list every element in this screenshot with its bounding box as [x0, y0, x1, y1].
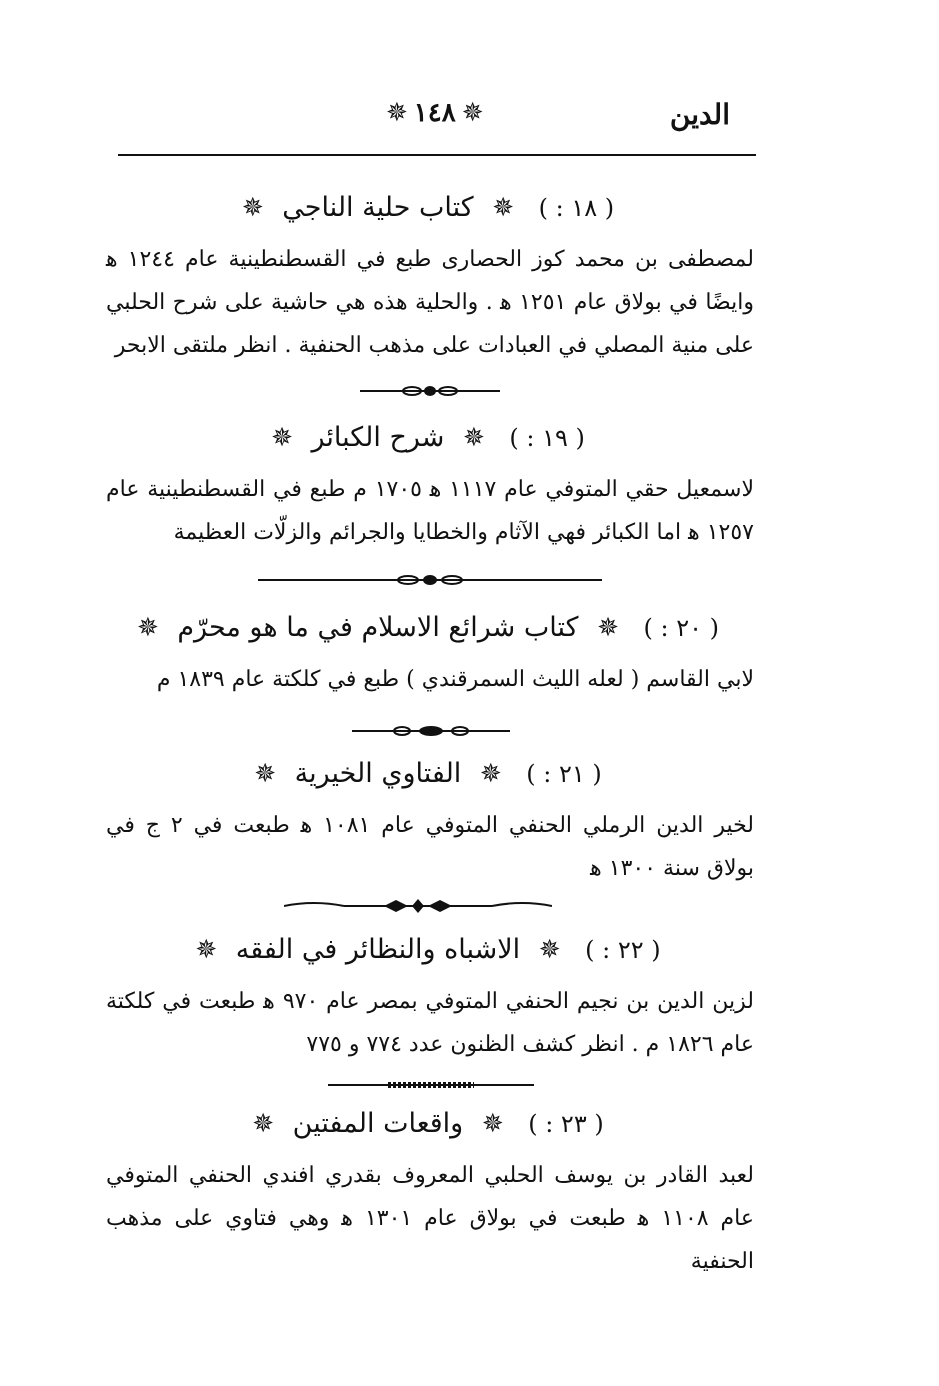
star-ornament-icon: ✵	[479, 759, 502, 789]
entry-text: لاسمعيل حقي المتوفي عام ١١١٧ ﻫ ١٧٠٥ م طبع في القسطنطينية عام ١٢٥٧ ﻫ اما الكبائر فهي الآثام والخطايا والجرائم والزلّات العظيمة	[106, 477, 754, 545]
ornamental-divider	[328, 1078, 534, 1092]
ornamental-divider	[284, 896, 552, 914]
entry-19	[100, 418, 760, 554]
star-ornament-icon: ✵	[195, 935, 218, 965]
entry-number: ( ٢١ : )	[526, 760, 602, 788]
ornamental-divider	[258, 573, 602, 587]
entry-heading	[100, 608, 760, 648]
entry-number: ( ٢٢ : )	[585, 936, 661, 964]
page-number	[380, 98, 490, 128]
entry-heading	[100, 930, 760, 970]
entry-heading	[100, 418, 760, 458]
entry-22	[100, 930, 760, 1066]
header-rule	[118, 154, 756, 156]
star-ornament-icon: ✵	[597, 613, 619, 643]
star-ornament-icon: ✵	[386, 98, 408, 128]
entry-title: واقعات المفتين	[292, 1108, 464, 1139]
entry-title: شرح الكبائر	[311, 422, 445, 453]
entry-20	[100, 608, 760, 701]
ornamental-divider	[360, 384, 500, 398]
star-ornament-icon: ✵	[538, 935, 561, 965]
entry-text: لابي القاسم ( لعله الليث السمرقندي ) طبع في كلكتة عام ١٨٣٩ م	[156, 667, 754, 692]
entry-title: كتاب شرائع الاسلام في ما هو محرّم	[177, 612, 579, 643]
star-ornament-icon: ✵	[463, 423, 485, 453]
entry-title: الاشباه والنظائر في الفقه	[235, 934, 521, 965]
ornamental-divider	[352, 724, 510, 738]
entry-text: لمصطفى بن محمد كوز الحصارى طبع في القسطنطينية عام ١٢٤٤ ﻫ وايضًا في بولاق عام ١٢٥١ ﻫ . والحلية هذه هي حاشية على شرح الحلبي على منية المصلي في العبادات على مذهب الحنفية . انظر ملتقى الابحر	[106, 247, 754, 358]
entry-heading	[100, 1104, 760, 1144]
entry-21	[100, 754, 760, 890]
star-ornament-icon: ✵	[271, 423, 293, 453]
entry-text: لزين الدين بن نجيم الحنفي المتوفي بمصر عام ٩٧٠ ﻫ طبعت في كلكتة عام ١٨٢٦ م . انظر كشف الظنون عدد ٧٧٤ و ٧٧٥	[106, 989, 754, 1057]
star-ornament-icon: ✵	[492, 193, 515, 223]
star-ornament-icon: ✵	[461, 98, 484, 128]
entry-23	[100, 1104, 760, 1283]
star-ornament-icon: ✵	[254, 759, 276, 789]
star-ornament-icon: ✵	[241, 193, 264, 223]
entry-heading	[100, 754, 760, 794]
entry-number: ( ١٩ : )	[509, 424, 585, 452]
running-head	[118, 92, 758, 144]
star-ornament-icon: ✵	[252, 1109, 275, 1139]
star-ornament-icon: ✵	[136, 613, 159, 643]
entry-number: ( ٢٠ : )	[643, 614, 720, 642]
page-number-value: ١٤٨	[413, 98, 456, 128]
entry-number: ( ١٨ : )	[538, 194, 615, 222]
entry-text: لعبد القادر بن يوسف الحلبي المعروف بقدري افندي الحنفي المتوفي عام ١١٠٨ ﻫ طبعت في بولاق عام ١٣٠١ ﻫ وهي فتاوي على مذهب الحنفية	[106, 1163, 754, 1274]
running-title: الدين	[669, 98, 730, 131]
entry-heading	[100, 188, 760, 228]
entry-title: الفتاوي الخيرية	[294, 758, 462, 789]
entry-title: كتاب حلية الناجي	[282, 192, 474, 223]
star-ornament-icon: ✵	[481, 1109, 504, 1139]
entry-number: ( ٢٣ : )	[528, 1110, 604, 1138]
entry-text: لخير الدين الرملي الحنفي المتوفي عام ١٠٨١ ﻫ طبعت في ٢ ج في بولاق سنة ١٣٠٠ ﻫ	[106, 813, 755, 881]
entry-18	[100, 188, 760, 367]
